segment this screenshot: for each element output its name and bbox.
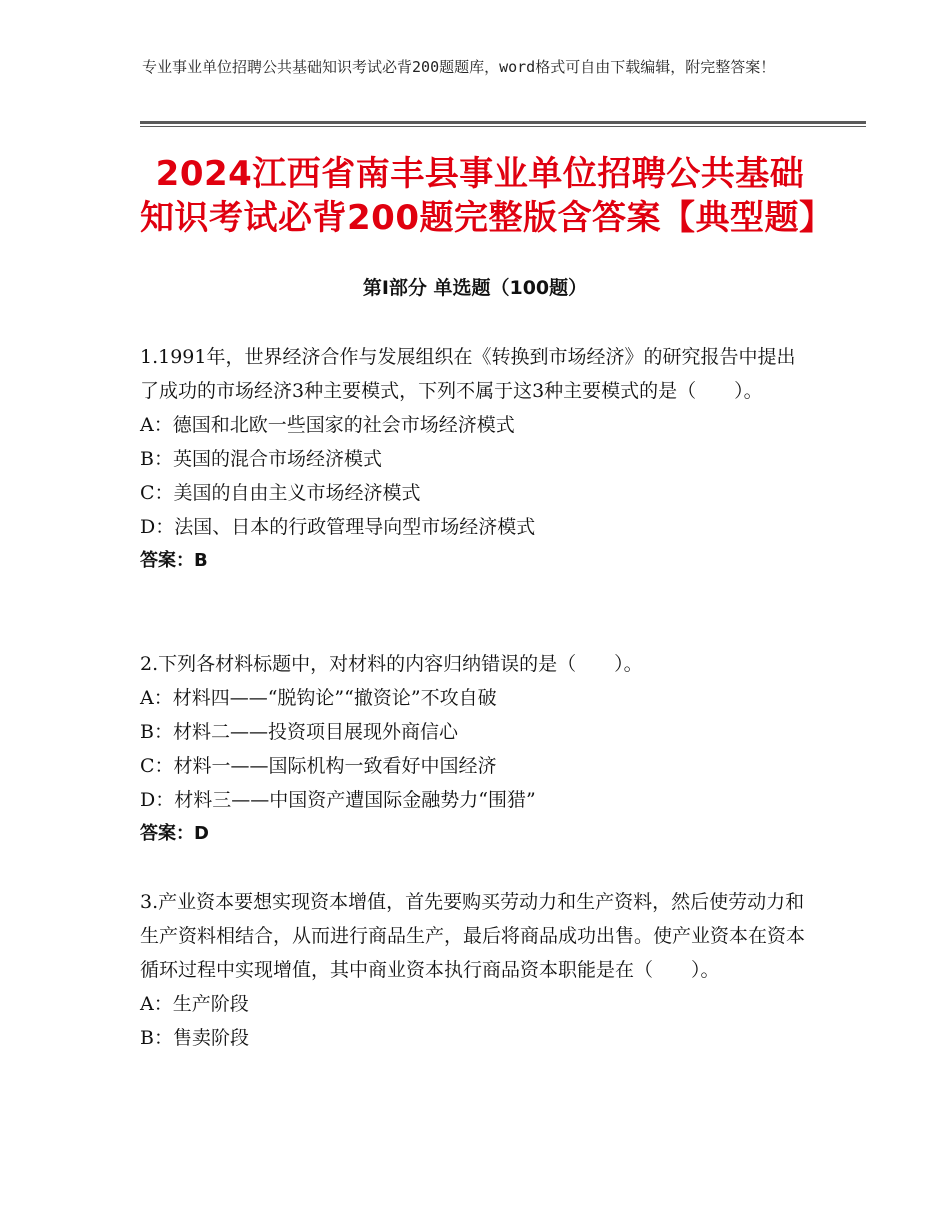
option-d: D：法国、日本的行政管理导向型市场经济模式 [140, 516, 536, 538]
option-b: B：材料二——投资项目展现外商信心 [140, 721, 458, 743]
option-a: A：生产阶段 [140, 993, 249, 1015]
question-1 [140, 340, 810, 578]
option-c: C：美国的自由主义市场经济模式 [140, 482, 421, 504]
option-d: D：材料三——中国资产遭国际金融势力“围猎” [140, 789, 536, 811]
option-b: B：英国的混合市场经济模式 [140, 448, 382, 470]
question-text: 1.1991年，世界经济合作与发展组织在《转换到市场经济》的研究报告中提出了成功的市场经济3种主要模式，下列不属于这3种主要模式的是（ ）。 [140, 346, 796, 402]
question-text: 3.产业资本要想实现资本增值，首先要购买劳动力和生产资料，然后使劳动力和生产资料相结合，从而进行商品生产，最后将商品成功出售。使产业资本在资本循环过程中实现增值，其中商业资本执行商品资本职能是在（ ）。 [140, 891, 806, 981]
option-a: A：材料四——“脱钩论”“撤资论”不攻自破 [140, 687, 497, 709]
option-c: C：材料一——国际机构一致看好中国经济 [140, 755, 497, 777]
answer-line: 答案：B [140, 550, 208, 571]
header-note: 专业事业单位招聘公共基础知识考试必背200题题库，word格式可自由下载编辑，附完整答案！ [142, 58, 776, 76]
answer-line: 答案：D [140, 823, 209, 844]
header-rule-thin [140, 126, 866, 127]
option-a: A：德国和北欧一些国家的社会市场经济模式 [140, 414, 515, 436]
option-b: B：售卖阶段 [140, 1027, 249, 1049]
question-text: 2.下列各材料标题中，对材料的内容归纳错误的是（ ）。 [140, 653, 643, 675]
question-2 [140, 647, 810, 851]
question-3 [140, 885, 810, 1055]
section-heading: 第Ⅰ部分 单选题（100题） [362, 277, 588, 299]
document-title: 2024江西省南丰县事业单位招聘公共基础知识考试必背200题完整版含答案【典型题】 [140, 154, 834, 238]
header-rule-thick [140, 121, 866, 124]
